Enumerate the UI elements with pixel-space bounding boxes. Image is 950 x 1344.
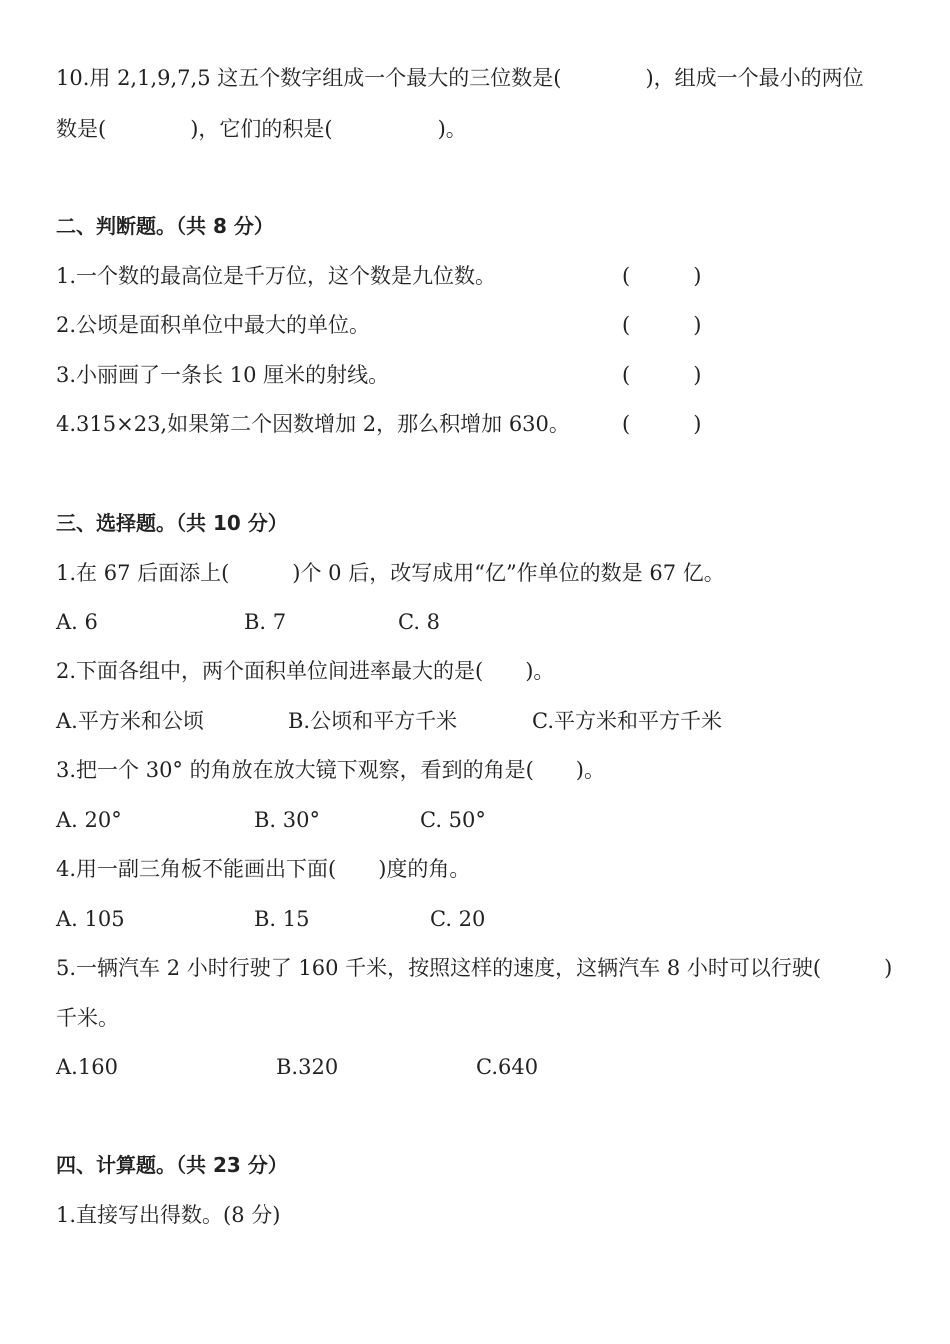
q10-line1: 10.用 2,1,9,7,5 这五个数字组成一个最大的三位数是( )，组成一个最小的两位: [56, 66, 864, 90]
judge-answer-4[interactable]: ( ): [622, 412, 702, 436]
choice-1-option-c[interactable]: C. 8: [398, 610, 441, 634]
judge-answer-2[interactable]: ( ): [622, 313, 702, 337]
judge-item-1: 1.一个数的最高位是千万位，这个数是九位数。: [56, 264, 497, 288]
choice-5-option-c[interactable]: C.640: [476, 1055, 539, 1079]
choice-4-option-b[interactable]: B. 15: [254, 907, 310, 931]
choice-5-option-b[interactable]: B.320: [276, 1055, 339, 1079]
choice-3-option-a[interactable]: A. 20°: [56, 808, 122, 832]
choice-2-option-b[interactable]: B.公顷和平方千米: [288, 709, 458, 733]
choice-1-option-b[interactable]: B. 7: [244, 610, 287, 634]
choice-5-option-a[interactable]: A.160: [56, 1055, 118, 1079]
choice-4-option-a[interactable]: A. 105: [56, 907, 125, 931]
judge-item-3: 3.小丽画了一条长 10 厘米的射线。: [56, 363, 390, 387]
choice-question-1: 1.在 67 后面添上( )个 0 后，改写成用“亿”作单位的数是 67 亿。: [56, 561, 725, 585]
judge-heading: 二、判断题。（共 8 分）: [56, 214, 274, 238]
choice-question-3: 3.把一个 30° 的角放在放大镜下观察，看到的角是( )。: [56, 758, 605, 782]
choice-question-4: 4.用一副三角板不能画出下面( )度的角。: [56, 857, 471, 881]
calc-item-1: 1.直接写出得数。(8 分): [56, 1203, 281, 1227]
choice-question-5: 5.一辆汽车 2 小时行驶了 160 千米，按照这样的速度，这辆汽车 8 小时可以行驶( ): [56, 956, 893, 980]
judge-item-2: 2.公顷是面积单位中最大的单位。: [56, 313, 371, 337]
choice-3-option-b[interactable]: B. 30°: [254, 808, 321, 832]
choice-heading: 三、选择题。（共 10 分）: [56, 511, 288, 535]
choice-2-option-c[interactable]: C.平方米和平方千米: [532, 709, 722, 733]
judge-answer-3[interactable]: ( ): [622, 363, 702, 387]
choice-question-2: 2.下面各组中，两个面积单位间进率最大的是( )。: [56, 659, 555, 683]
choice-4-option-c[interactable]: C. 20: [430, 907, 486, 931]
q10-line2: 数是( )，它们的积是( )。: [56, 117, 467, 141]
choice-1-option-a[interactable]: A. 6: [56, 610, 98, 634]
judge-item-4: 4.315×23,如果第二个因数增加 2，那么积增加 630。: [56, 412, 570, 436]
choice-3-option-c[interactable]: C. 50°: [420, 808, 486, 832]
judge-answer-1[interactable]: ( ): [622, 264, 702, 288]
choice-question-5-cont: 千米。: [56, 1006, 119, 1030]
choice-2-option-a[interactable]: A.平方米和公顷: [56, 709, 204, 733]
calc-heading: 四、计算题。（共 23 分）: [56, 1153, 288, 1177]
